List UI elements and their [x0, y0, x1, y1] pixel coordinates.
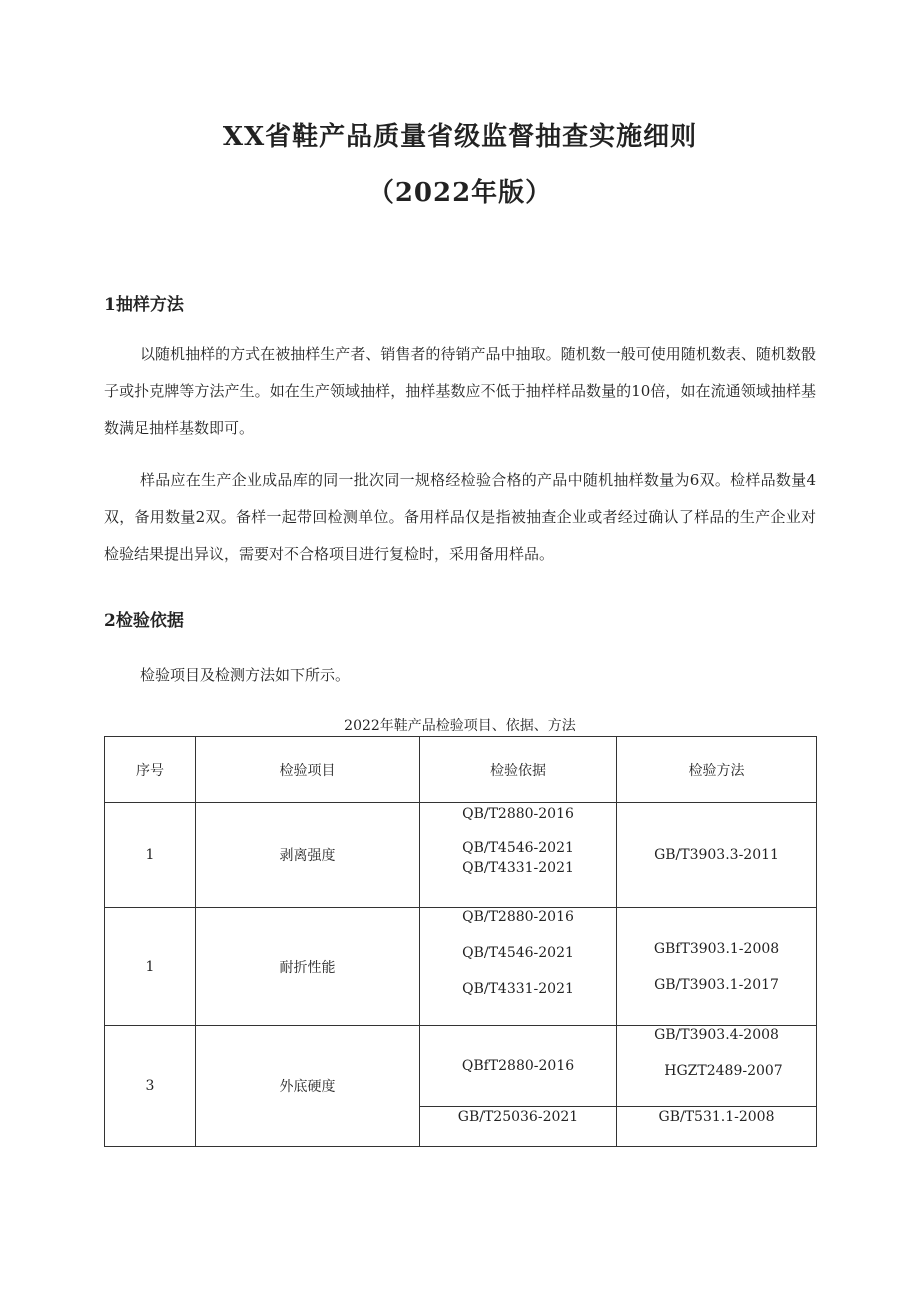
basis-standard: QB/T4546-2021	[462, 839, 574, 856]
table-row	[105, 1026, 817, 1107]
table-row	[105, 908, 817, 1026]
method-standard: GBfT3903.1-2008	[653, 940, 780, 957]
row-basis	[420, 908, 617, 1026]
basis-standard: QB/T4546-2021	[462, 944, 574, 961]
table-caption: 2022年鞋产品检验项目、依据、方法	[344, 718, 576, 734]
row-item: 外底硬度	[196, 1026, 420, 1147]
row-no: 1	[105, 908, 196, 1026]
row-no: 1	[105, 803, 196, 908]
header-method: 检验方法	[617, 737, 817, 803]
basis-standard: QB/T4331-2021	[462, 859, 574, 876]
section-heading-basis: 2检验依据	[104, 611, 184, 631]
method-standard: GB/T3903.3-2011	[654, 847, 779, 863]
inspection-table	[104, 736, 817, 1147]
row-no: 3	[105, 1026, 196, 1147]
row-basis: QBfT2880-2016	[420, 1026, 617, 1107]
basis-standard: QB/T4331-2021	[462, 980, 574, 997]
basis-paragraph: 检验项目及检测方法如下所示。	[140, 666, 351, 684]
table-header-row	[105, 737, 817, 803]
method-standard: GB/T3903.4-2008	[654, 1026, 779, 1043]
header-no: 序号	[105, 737, 196, 803]
header-item: 检验项目	[196, 737, 420, 803]
header-basis: 检验依据	[420, 737, 617, 803]
basis-standard: QB/T2880-2016	[462, 908, 574, 925]
document-title: XX省鞋产品质量省级监督抽查实施细则	[222, 122, 698, 152]
row-item: 耐折性能	[196, 908, 420, 1026]
sampling-paragraph-2: 样品应在生产企业成品库的同一批次同一规格经检验合格的产品中随机抽样数量为6双。检样品数量4双，备用数量2双。备样一起带回检测单位。备用样品仅是指被抽查企业或者经过确认了样品的生产企业对检验结果提出异议，需要对不合格项目进行复检时，采用备用样品。	[104, 471, 816, 563]
method-standard: GB/T3903.1-2017	[654, 976, 779, 993]
row-method	[617, 803, 817, 908]
row-method	[617, 908, 817, 1026]
row-method	[617, 1026, 817, 1107]
section-heading-sampling: 1抽样方法	[104, 295, 184, 315]
basis-standard: QB/T2880-2016	[462, 805, 574, 822]
row-basis: GB/T25036-2021	[420, 1107, 617, 1147]
row-method: GB/T531.1-2008	[617, 1107, 817, 1147]
sampling-paragraph-1: 以随机抽样的方式在被抽样生产者、销售者的待销产品中抽取。随机数一般可使用随机数表、随机数骰子或扑克牌等方法产生。如在生产领域抽样，抽样基数应不低于抽样样品数量的10倍，如在流通领域抽样基数满足抽样基数即可。	[104, 345, 816, 437]
document-subtitle: （2022年版）	[367, 178, 553, 208]
method-standard: HGZT2489-2007	[664, 1062, 783, 1079]
row-basis	[420, 803, 617, 908]
table-row	[105, 803, 817, 908]
row-item: 剥离强度	[196, 803, 420, 908]
